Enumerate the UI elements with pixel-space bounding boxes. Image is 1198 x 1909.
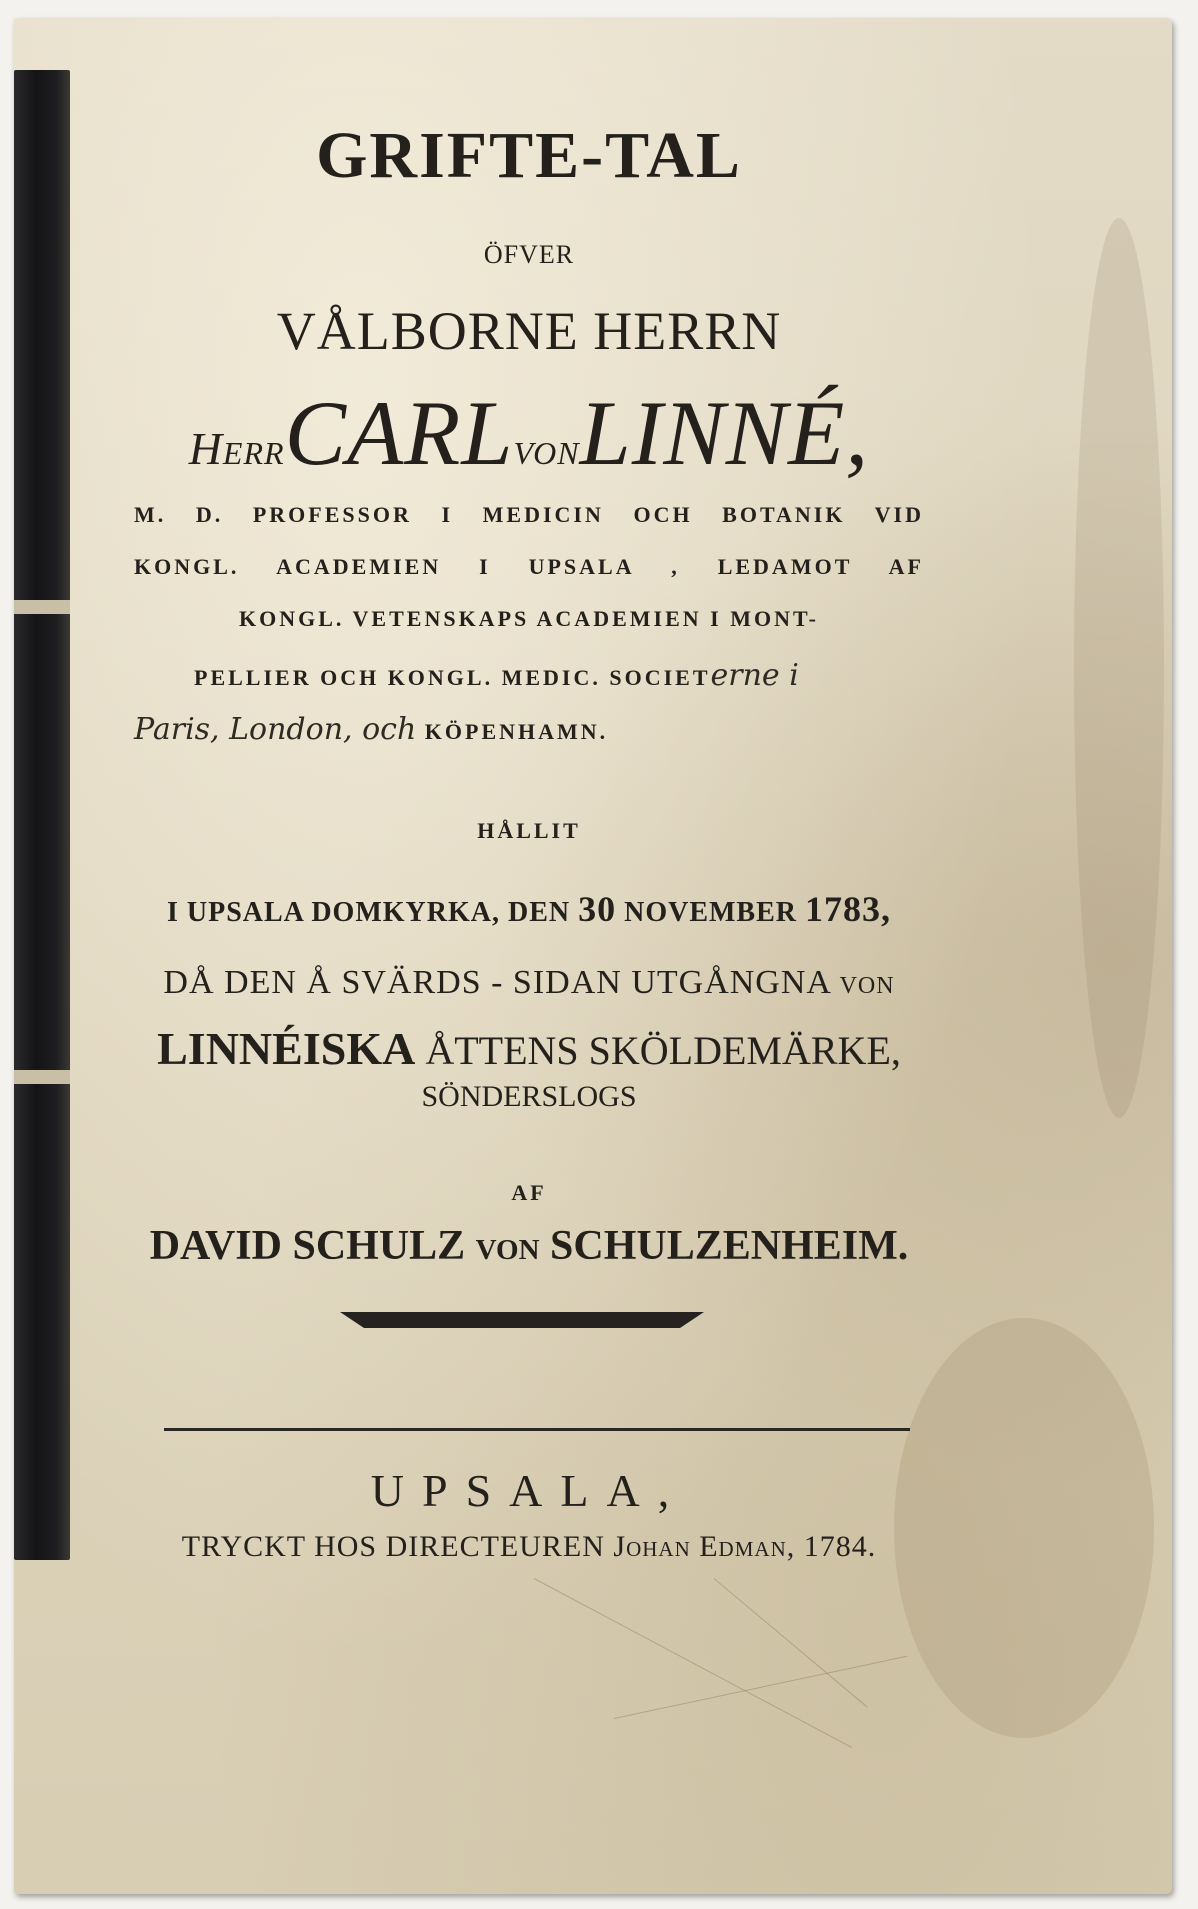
name-herr: Herr	[188, 423, 285, 474]
place-text: I UPSALA DOMKYRKA, DEN	[166, 897, 571, 928]
name-von: von	[513, 423, 580, 474]
sonderslogs-line: SÖNDERSLOGS	[421, 1080, 637, 1113]
subtitle-ofver: ÖFVER	[483, 240, 575, 269]
af-label: AF	[511, 1180, 547, 1205]
ornamental-rule	[340, 1308, 704, 1332]
name-carl: CARL	[284, 382, 514, 484]
age-stain	[894, 1318, 1154, 1738]
imprint-line: TRYCKT HOS DIRECTEUREN Johan Edman, 1784.	[181, 1530, 877, 1563]
spine-tear	[14, 1070, 70, 1084]
paper-crease	[714, 1578, 868, 1707]
description-text: KÖPENHAMN.	[424, 719, 609, 744]
description-line: KONGL. VETENSKAPS ACADEMIEN I MONT-	[239, 606, 819, 631]
linneiska-line	[134, 1022, 924, 1075]
hallit-label: HÅLLIT	[477, 818, 581, 843]
date-month: NOVEMBER	[624, 897, 798, 928]
handwritten-annotation: Paris, London, och	[134, 712, 417, 747]
name-linne: LINNÉ,	[579, 382, 870, 484]
da-line: DÅ DEN Å SVÄRDS - SIDAN UTGÅNGNA von	[163, 964, 895, 1001]
date-day: 30	[578, 889, 617, 929]
imprint-city: UPSALA,	[370, 1465, 688, 1516]
title-page	[14, 18, 1172, 1894]
edge-stain	[1074, 218, 1164, 1118]
horizontal-rule	[164, 1428, 910, 1431]
page-title: GRIFTE-TAL	[316, 119, 742, 192]
date-year: 1783,	[805, 889, 892, 929]
description-line-with-annotation	[134, 712, 924, 747]
place-date	[134, 888, 924, 930]
description-line: KONGL. ACADEMIEN I UPSALA , LEDAMOT AF	[134, 554, 924, 579]
spine-tear	[14, 600, 70, 614]
attens-text: ÅTTENS SKÖLDEMÄRKE,	[425, 1028, 901, 1073]
description-text: PELLIER OCH KONGL. MEDIC. SOCIET	[194, 665, 711, 690]
book-spine-binding	[14, 70, 70, 1560]
paper-crease	[614, 1656, 908, 1719]
handwritten-annotation: erne i	[710, 658, 799, 693]
linneiska-word: LINNÉISKA	[157, 1023, 416, 1074]
subtitle-valborne: VÅLBORNE HERRN	[276, 301, 782, 361]
description-line-with-annotation	[194, 658, 924, 693]
author-name: DAVID SCHULZ von SCHULZENHEIM.	[149, 1223, 909, 1269]
paper-crease	[534, 1578, 852, 1748]
honoree-name	[134, 380, 924, 486]
description-line: M. D. PROFESSOR I MEDICIN OCH BOTANIK VID	[134, 502, 924, 527]
